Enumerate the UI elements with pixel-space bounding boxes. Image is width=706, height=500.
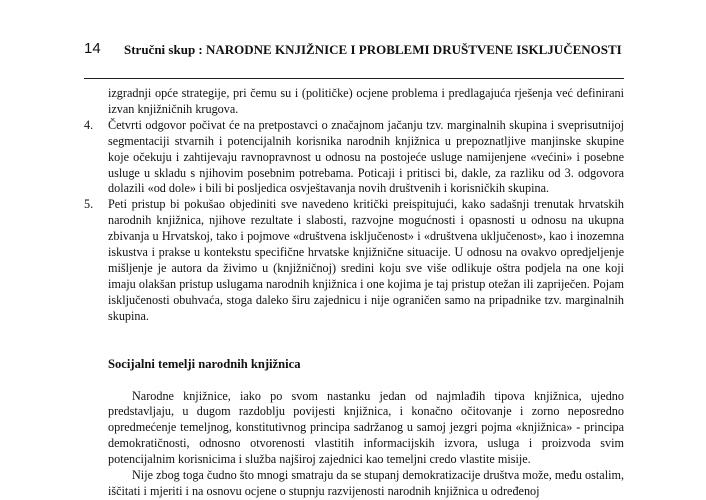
section-heading: Socijalni temelji narodnih knjižnica — [108, 356, 301, 371]
page-number: 14 — [84, 40, 101, 57]
list-item-5 — [84, 197, 624, 324]
paragraph: Narodne knjižnice, iako po svom nastanku jedan od najmlađih tipova knjižnica, ujedno predstavljaju, u dugom razdoblju povijesti knjižnica, i konačno očitovanje i zorno neposredno opredmećenje temeljnog, konstitutivnog principa sadržanog u samoj jezgri pojma «knjižnica» - principa demokratičnosti, odnosno otvorenosti vlastitih informacijskih izvora, usluga i proizvoda svim potencijalnim korisnicima i služba najširoj zajednici kao temeljni credo vlastite misije. — [108, 388, 624, 467]
header-divider — [84, 78, 624, 79]
list-item-text: Peti pristup bi pokušao objediniti sve navedeno kritički preispitujući, kako sadašnji trenutak hrvatskih narodnih knjižnica, njihove rezultate i slabosti, razvojne mogućnosti i opasnosti u odnosu na ukupna zbivanja u Hrvatskoj, tako i pojmove «društvena isključenost» i «društvena uključenost», kao i inozemna iskustva i prakse u kontekstu specifične hrvatske knjižnične situacije. U odnosu na ovakvo opredjeljenje mišljenje je autora da živimo u (knjižničnoj) sredini koju sve više odlikuje oštra podjela na one koji imaju olakšan pristup uslugama narodnih knjižnica i one kojima je taj pristup otežan ili zapriječen. Pojam isključenosti obuhvaća, stoga daleko širu zajednicu i nije ograničen samo na pripadnike tzv. marginalnih skupina. — [108, 197, 624, 323]
list-item-4 — [84, 118, 624, 198]
list-item-number: 5. — [84, 197, 94, 212]
running-title: Stručni skup : NARODNE KNJIŽNICE I PROBLEMI DRUŠTVENE ISKLJUČENOSTI — [124, 42, 622, 57]
body-text — [84, 86, 624, 500]
list-item-continuation: izgradnji opće strategije, pri čemu su i (političke) ocjene problema i predlagajuća rješenja već definirani izvan knjižničnih krugova. — [108, 86, 624, 116]
list-item-text: Četvrti odgovor počivat će na pretpostavci o značajnom jačanju tzv. marginalnih skupina i sveprisutnijoj segmentaciji stvarnih i potencijalnih korisnika narodnih knjižnica u prepoznatljive manjinske skupine koje očekuju i zahtijevaju ravnopravnost u odnosu na postojeće usluge namijenjene «većini» i posebne usluge u skladu s njihovim posebnim potrebama. Poticaji i pritisci bi, dakle, za razliku od 3. odgovora dolazili «od dole» i bili bi posljedica osvještavanja novih društvenih i korisničkih skupina. — [108, 117, 624, 196]
list-item-number: 4. — [84, 117, 94, 132]
paragraph: Nije zbog toga čudno što mnogi smatraju da se stupanj demokratizacije društva može, među ostalim, iščitati i mjeriti i na osnovu ocjene o stupnju razvijenosti narodnih knjižnica u određenoj — [108, 468, 624, 498]
